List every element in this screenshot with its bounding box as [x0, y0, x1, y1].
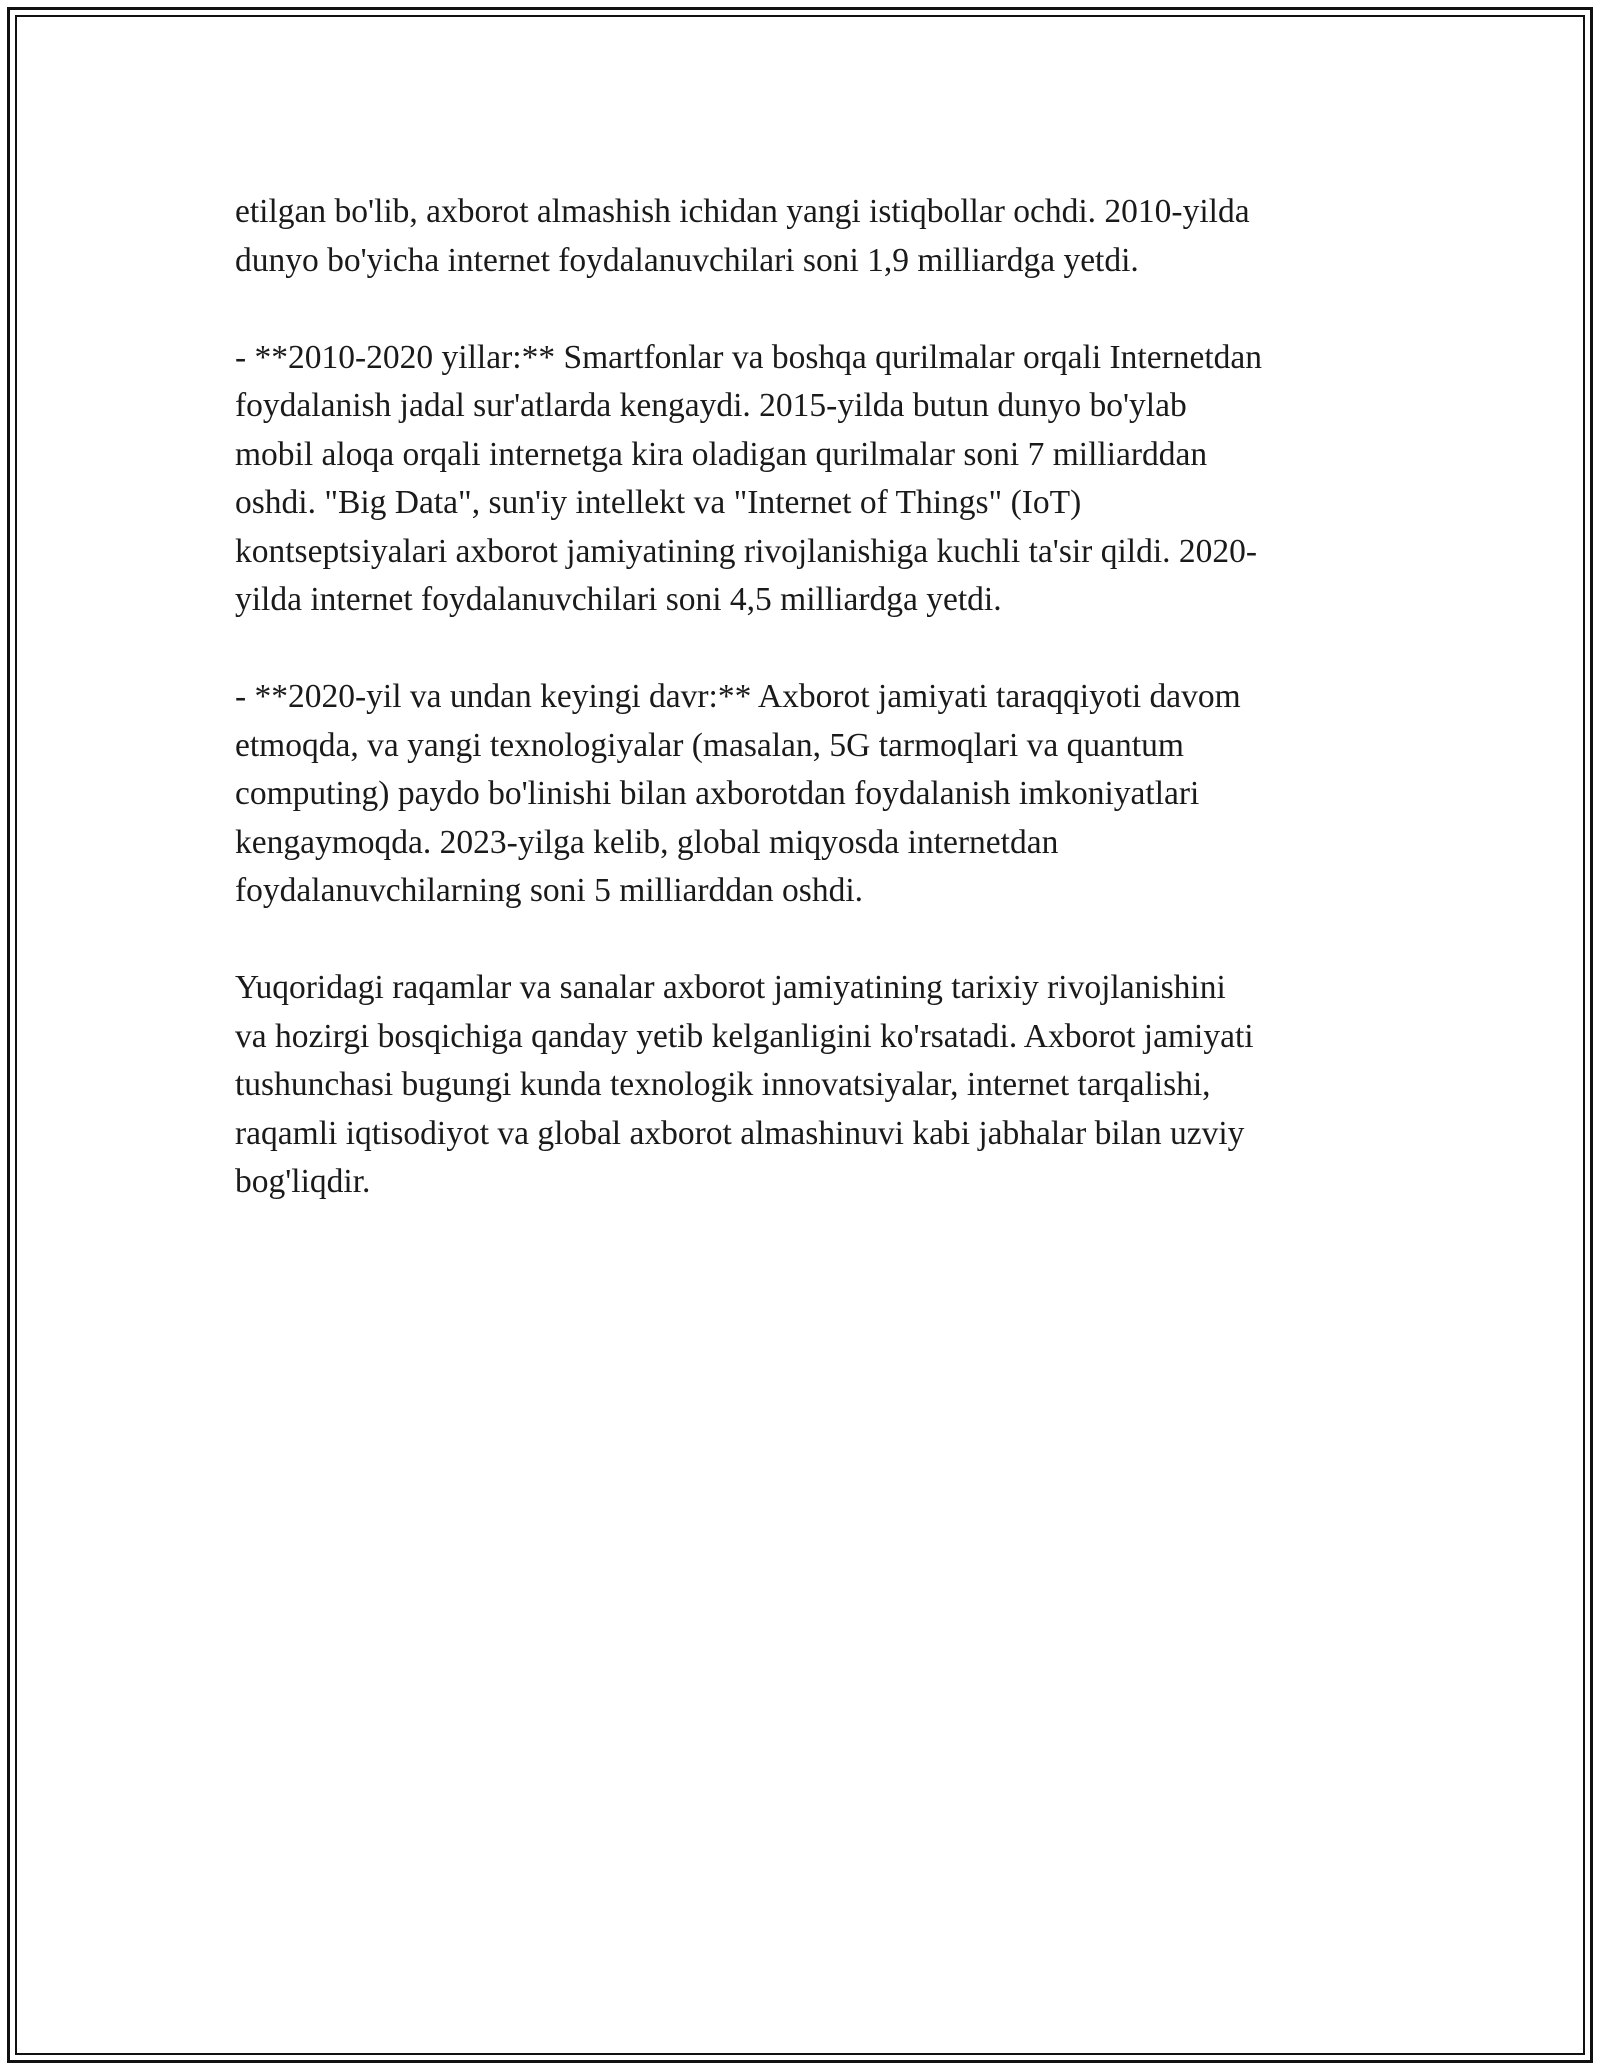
paragraph-2010-2020: - **2010-2020 yillar:** Smartfonlar va boshqa qurilmalar orqali Internetdan foydalanish jadal sur'atlarda kengaydi. 2015-yilda butun dunyo bo'ylab mobil aloqa orqali internetga kira oladigan qurilmalar soni 7 milliarddan oshdi. "Big Data", sun'iy intellekt va "Internet of Things" (IoT) kontseptsiyalari axborot jamiyatining rivojlanishiga kuchli ta'sir qildi. 2020- yilda internet foydalanuvchilari soni 4,5 milliardga yetdi. — [235, 338, 1263, 618]
paragraph-conclusion: Yuqoridagi raqamlar va sanalar axborot jamiyatining tarixiy rivojlanishini va hozirgi bosqichiga qanday yetib kelganligini ko'rsatadi. Axborot jamiyati tushunchasi bugungi kunda texnologik innovatsiyalar, internet tarqalishi, raqamli iqtisodiyot va global axborot almashinuvi kabi jabhalar bilan uzviy bog'liqdir. — [235, 969, 1254, 1200]
paragraph-2020-onward: - **2020-yil va undan keyingi davr:** Axborot jamiyati taraqqiyoti davom etmoqda, va yangi texnologiyalar (masalan, 5G tarmoqlari va quantum computing) paydo bo'linishi bilan axborotdan foydalanish imkoniyatlari kengaymoqda. 2023-yilga kelib, global miqyosda internetdan foydalanuvchilarning soni 5 milliarddan oshdi. — [235, 678, 1241, 909]
document-body — [235, 188, 1375, 1255]
paragraph-internet-users-2010: etilgan bo'lib, axborot almashish ichidan yangi istiqbollar ochdi. 2010-yilda dunyo bo'yicha internet foydalanuvchilari soni 1,9 milliardga yetdi. — [235, 193, 1250, 279]
